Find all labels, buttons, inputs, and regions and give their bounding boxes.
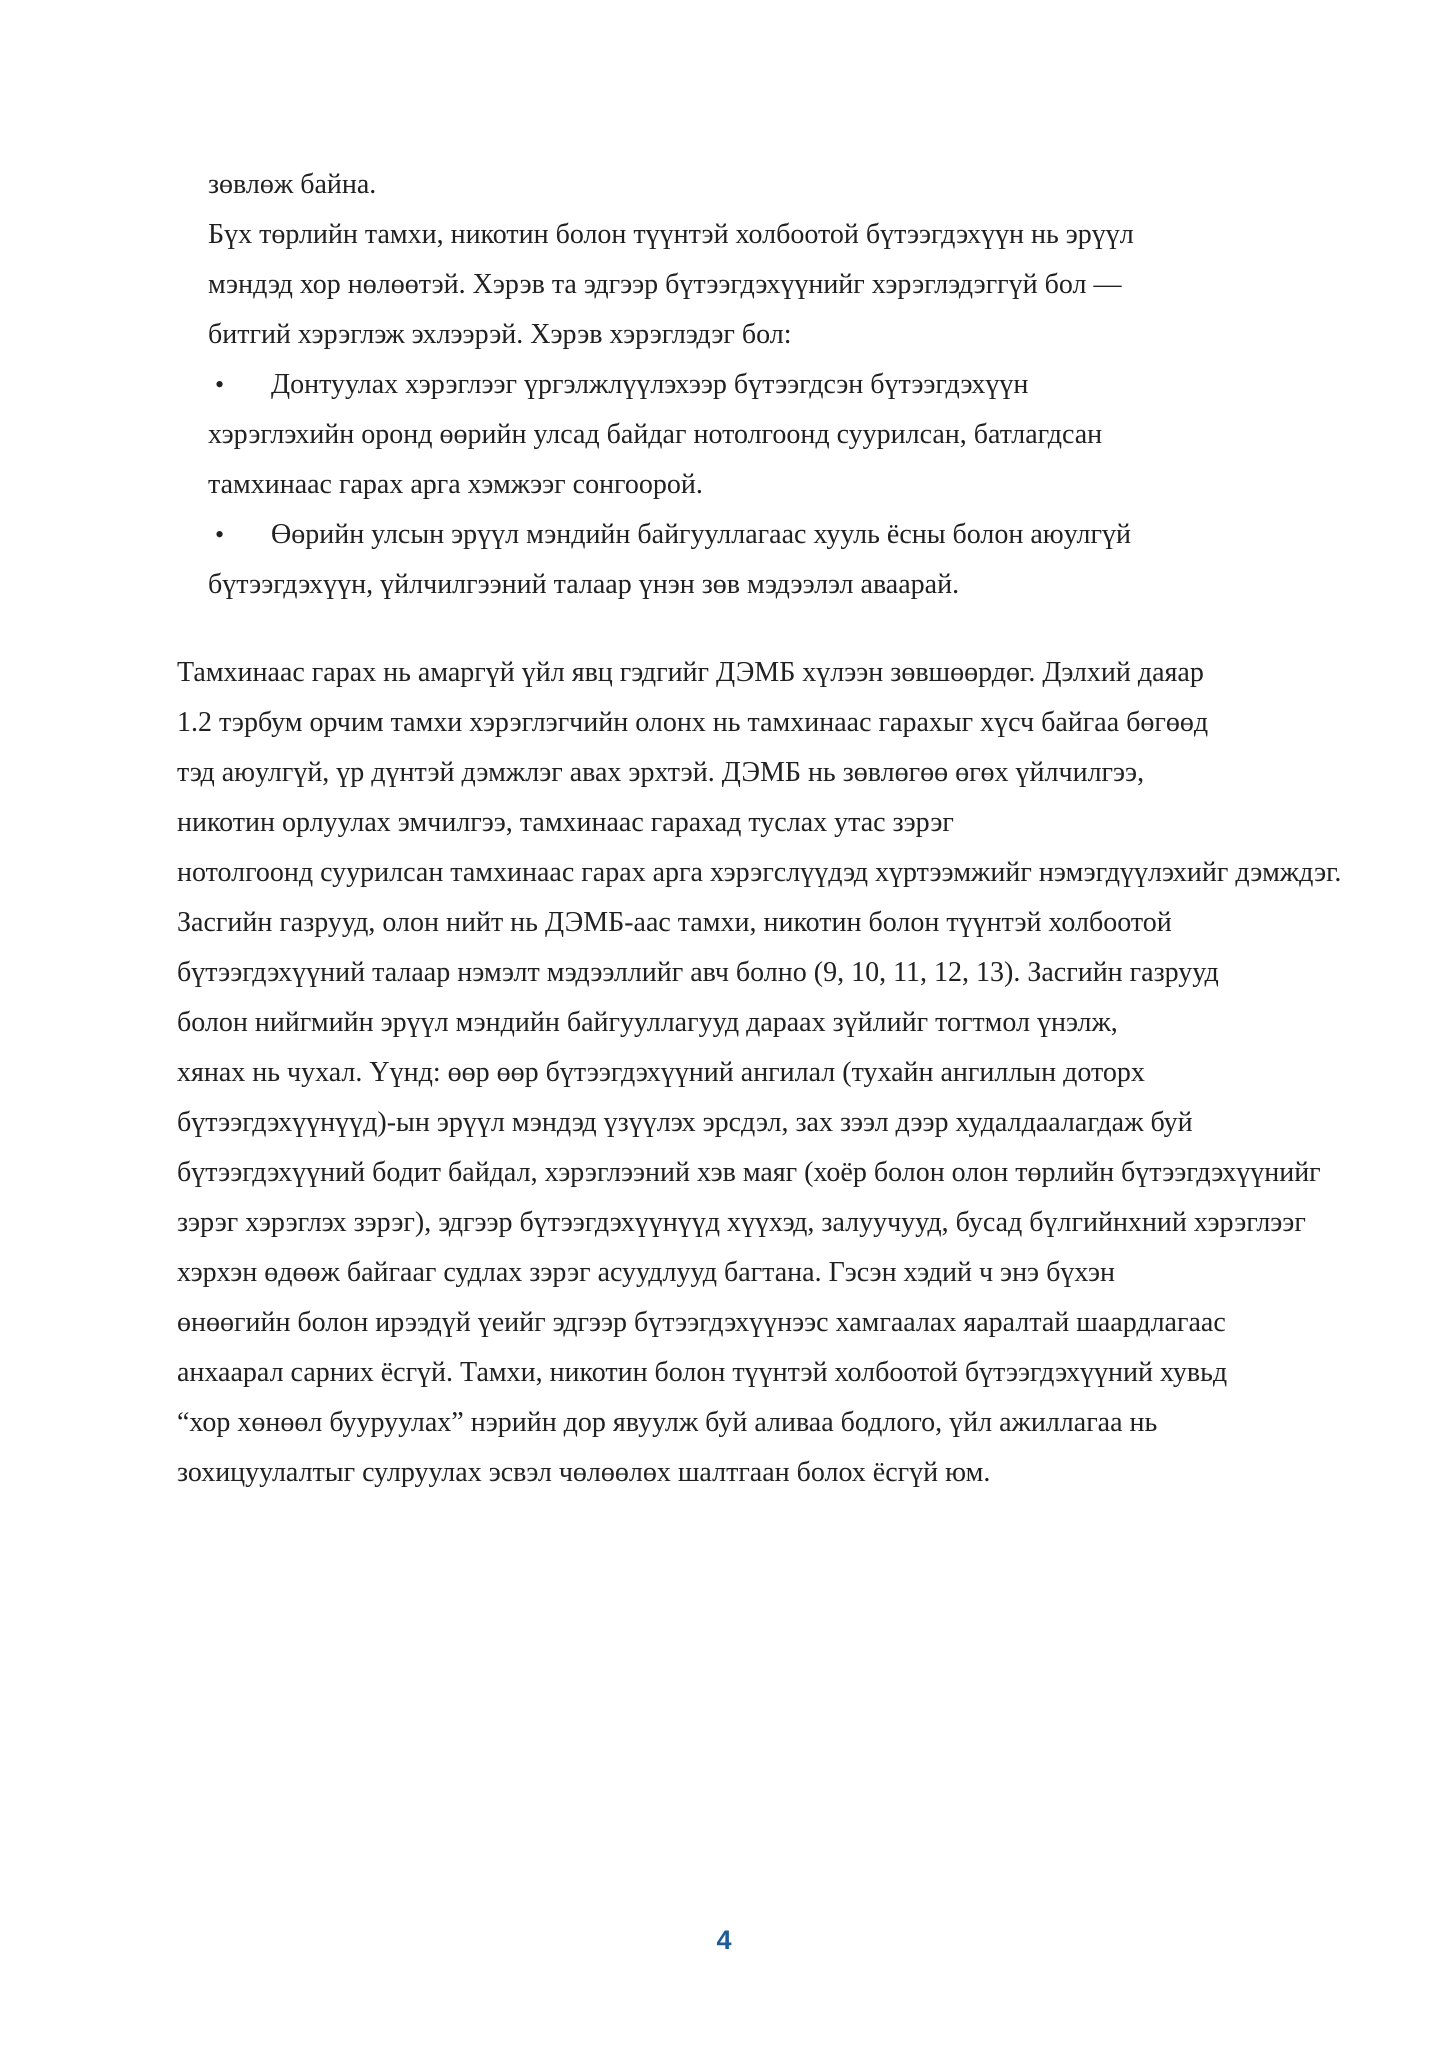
text-line: мэндэд хор нөлөөтэй. Хэрэв та эдгээр бүтээгдэхүүнийг хэрэглэдэггүй бол — (208, 269, 1122, 300)
text-line-row (208, 260, 1407, 310)
text-line-row (208, 310, 1407, 360)
text-line: “хор хөнөөл бууруулах” нэрийн дор явуулж буй аливаа бодлого, үйл ажиллагаа нь (177, 1407, 1158, 1438)
text-line-row (208, 160, 1407, 210)
text-line: өнөөгийн болон ирээдүй үеийг эдгээр бүтээгдэхүүнээс хамгаалах яаралтай шаардлагаас (177, 1307, 1226, 1338)
text-line: Бүх төрлийн тамхи, никотин болон түүнтэй холбоотой бүтээгдэхүүн нь эрүүл (208, 219, 1134, 250)
page-number: 4 (716, 1925, 732, 1955)
text-line: Засгийн газрууд, олон нийт нь ДЭМБ-аас тамхи, никотин болон түүнтэй холбоотой (177, 907, 1172, 938)
text-line-row (177, 1298, 1407, 1348)
text-line: Өөрийн улсын эрүүл мэндийн байгууллагаас хууль ёсны болон аюулгүй (271, 519, 1131, 550)
text-line-row (177, 898, 1407, 948)
text-line: тэд аюулгүй, үр дүнтэй дэмжлэг авах эрхтэй. ДЭМБ нь зөвлөгөө өгөх үйлчилгээ, (177, 757, 1145, 788)
text-line-row (177, 1398, 1407, 1448)
text-line-row (177, 698, 1407, 748)
text-line: Донтуулах хэрэглээг үргэлжлүүлэхээр бүтээгдсэн бүтээгдэхүүн (271, 369, 1029, 400)
text-line-row (208, 410, 1407, 460)
main-paragraph (177, 648, 1407, 1498)
text-line-row (177, 948, 1407, 998)
text-line: зэрэг хэрэглэх зэрэг), эдгээр бүтээгдэхүүнүүд хүүхэд, залуучууд, бусад бүлгийнхний хэрэглээг (177, 1207, 1306, 1238)
text-line-row (177, 798, 1407, 848)
text-line: 1.2 тэрбум орчим тамхи хэрэглэгчийн олонх нь тамхинаас гарахыг хүсч байгаа бөгөөд (177, 707, 1209, 738)
text-line: хэрхэн өдөөж байгааг судлах зэрэг асуудлууд багтана. Гэсэн хэдий ч энэ бүхэн (177, 1257, 1115, 1288)
text-line: зохицуулалтыг сулруулах эсвэл чөлөөлөх шалтгаан болох ёсгүй юм. (177, 1457, 991, 1488)
text-line-row (177, 848, 1407, 898)
text-line-row (208, 460, 1407, 510)
text-line-row (208, 360, 1407, 410)
text-line-row (177, 1198, 1407, 1248)
paragraph-with-bullets (208, 160, 1407, 610)
text-line-row (177, 748, 1407, 798)
text-line-row (177, 1348, 1407, 1398)
text-line: бүтээгдэхүүнүүд)-ын эрүүл мэндэд үзүүлэх эрсдэл, зах зээл дээр худалдаалагдаж буй (177, 1107, 1193, 1138)
text-line-row (208, 210, 1407, 260)
text-line: Тамхинаас гарах нь амаргүй үйл явц гэдгийг ДЭМБ хүлээн зөвшөөрдөг. Дэлхий даяар (177, 657, 1204, 688)
text-line-row (208, 560, 1407, 610)
text-line-row (208, 510, 1407, 560)
text-line-row (177, 998, 1407, 1048)
text-line: болон нийгмийн эрүүл мэндийн байгууллагууд дараах зүйлийг тогтмол үнэлж, (177, 1007, 1118, 1038)
text-line: хэрэглэхийн оронд өөрийн улсад байдаг нотолгоонд суурилсан, батлагдсан (208, 419, 1103, 450)
text-line: хянах нь чухал. Үүнд: өөр өөр бүтээгдэхүүний ангилал (тухайн ангиллын доторх (177, 1057, 1145, 1088)
page-body-text (177, 160, 1407, 1498)
bullet-icon: • (215, 370, 225, 399)
text-line-row (177, 1148, 1407, 1198)
bullet-icon: • (215, 520, 225, 549)
text-line-row (177, 648, 1407, 698)
text-line: бүтээгдэхүүний бодит байдал, хэрэглээний хэв маяг (хоёр болон олон төрлийн бүтээгдэхүүнийг (177, 1157, 1321, 1188)
text-line: анхаарал сарних ёсгүй. Тамхи, никотин болон түүнтэй холбоотой бүтээгдэхүүний хувьд (177, 1357, 1228, 1388)
text-line-row (177, 1098, 1407, 1148)
text-line: бүтээгдэхүүн, үйлчилгээний талаар үнэн зөв мэдээлэл аваарай. (208, 569, 960, 600)
text-line: тамхинаас гарах арга хэмжээг сонгоорой. (208, 469, 703, 500)
text-line-row (177, 1248, 1407, 1298)
text-line: никотин орлуулах эмчилгээ, тамхинаас гарахад туслах утас зэрэг (177, 807, 954, 838)
text-line: бүтээгдэхүүний талаар нэмэлт мэдээллийг авч болно (9, 10, 11, 12, 13). Засгийн газрууд (177, 957, 1219, 988)
text-line: нотолгоонд суурилсан тамхинаас гарах арга хэрэгслүүдэд хүртээмжийг нэмэгдүүлэхийг дэмждэг. (177, 857, 1342, 888)
text-line-row (177, 1048, 1407, 1098)
text-line: зөвлөж байна. (208, 169, 377, 200)
text-line-row (177, 1448, 1407, 1498)
text-line: битгий хэрэглэж эхлээрэй. Хэрэв хэрэглэдэг бол: (208, 319, 792, 350)
